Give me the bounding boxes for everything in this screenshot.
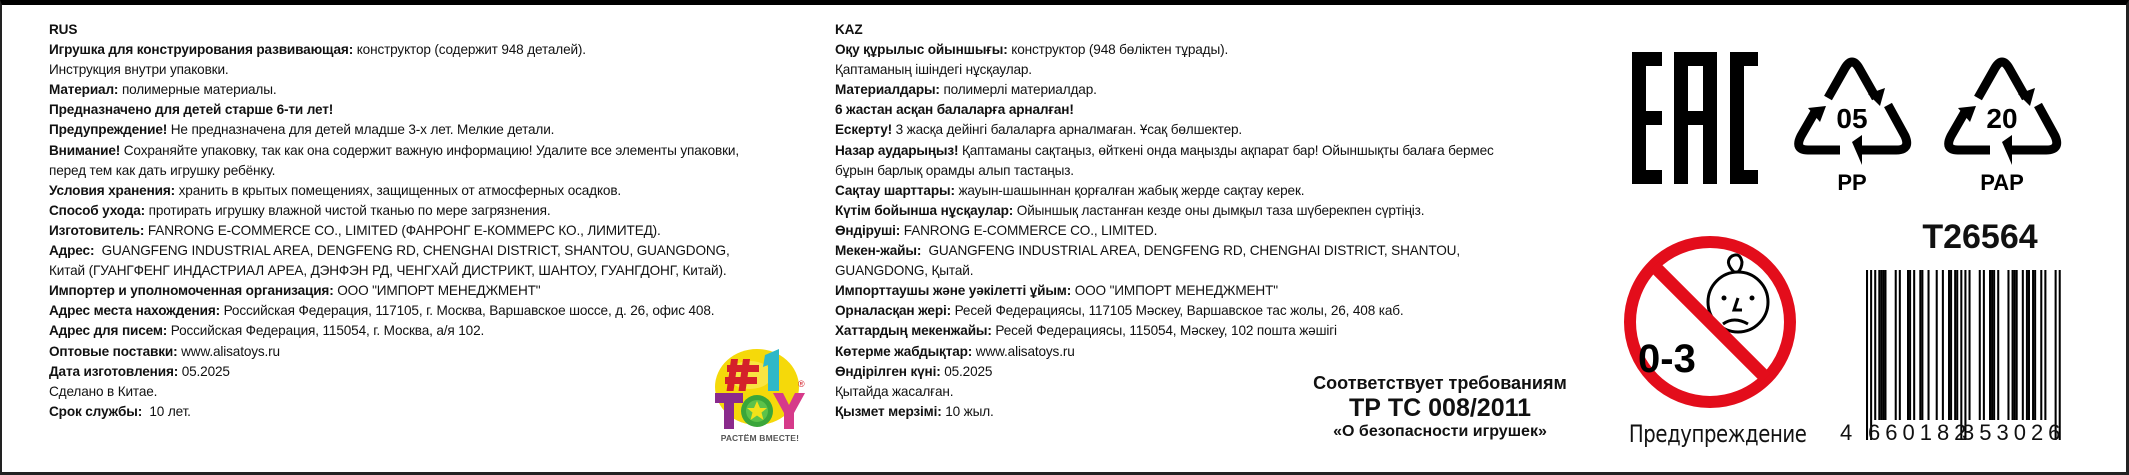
kaz-line-text: FANRONG E-COMMERCE CO., LIMITED. xyxy=(900,222,1158,238)
kaz-line-label: Қызмет мерзімі: xyxy=(835,403,942,419)
rus-line xyxy=(49,60,789,80)
rus-line-label: Дата изготовления: xyxy=(49,363,179,379)
recycle-triangle-icon xyxy=(1790,50,1915,200)
rus-line-text: Сохраняйте упаковку, так как она содержит важную информацию! Удалите все элементы упаковки, xyxy=(120,142,739,158)
logo-slogan: РАСТЁМ ВМЕСТЕ! xyxy=(720,433,800,443)
recycle-mark-pp xyxy=(1790,50,1915,200)
kaz-line-text: Қытайда жасалған. xyxy=(835,383,954,399)
no-under-3-icon xyxy=(1620,232,1800,412)
rus-line xyxy=(49,40,789,60)
conformity-line-3: «О безопасности игрушек» xyxy=(1333,423,1547,440)
kaz-line-label: Сақтау шарттары: xyxy=(835,182,955,198)
kaz-line xyxy=(835,342,1580,362)
rus-line-text: Китай (ГУАНГФЕНГ ИНДАСТРИАЛ АРЕА, ДЭНФЭН РД, ЧЕНГХАЙ ДИСТРИКТ, ШАНТОУ, ГУАНГДОНГ, Китай). xyxy=(49,263,727,279)
rus-line-label: Предназначено для детей старше 6-ти лет! xyxy=(49,102,334,118)
rus-line-text: протирать игрушку влажной чистой тканью по мере загрязнения. xyxy=(145,202,551,218)
kaz-line xyxy=(835,241,1580,261)
kaz-line-text: Қаптаманың ішіндегі нұсқаулар. xyxy=(835,62,1032,78)
age-warning-sign xyxy=(1620,232,1800,417)
rus-line xyxy=(49,181,789,201)
recycle-mark-pap xyxy=(1940,50,2065,200)
barcode-right-digits: 353026 xyxy=(1962,420,2066,445)
kaz-line-text: GUANGDONG, Қытай. xyxy=(835,263,974,279)
product-sku: T26564 xyxy=(1922,218,2038,256)
kaz-line xyxy=(835,321,1580,341)
kaz-line xyxy=(835,80,1580,100)
kaz-line-label: Материалдары: xyxy=(835,82,940,98)
conformity-line-1: Соответствует требованиям xyxy=(1313,373,1567,393)
kaz-line-text: полимерлі материалдар. xyxy=(939,82,1097,98)
rus-line-text: конструктор (содержит 948 деталей). xyxy=(353,42,586,58)
rus-line-label: Оптовые поставки: xyxy=(49,343,178,359)
kaz-text-block xyxy=(835,20,1580,422)
rus-line xyxy=(49,141,789,161)
kaz-line-text: Ойыншық ластанған кезде оны дымқыл таза шүберекпен сүртіңіз. xyxy=(1013,202,1425,218)
kaz-line-label: Назар аударыңыз! xyxy=(835,142,959,158)
eac-icon xyxy=(1630,52,1760,184)
barcode-bars-icon xyxy=(1852,270,2072,445)
conformity-standard: ТР ТС 008/2011 xyxy=(1348,394,1532,422)
rus-line xyxy=(49,301,789,321)
rus-line-label: Материал: xyxy=(49,82,119,98)
kaz-line-text: GUANGFENG INDUSTRIAL AREA, DENGFENG RD, CHENGHAI DISTRICT, SHANTOU, xyxy=(921,243,1460,259)
rus-line xyxy=(49,201,789,221)
svg-text:®: ® xyxy=(798,379,805,389)
rus-line xyxy=(49,161,789,181)
rus-line-label: Предупреждение! xyxy=(49,122,168,138)
rus-line xyxy=(49,80,789,100)
svg-text:PP: PP xyxy=(1837,170,1867,195)
rus-line-label: Адрес для писем: xyxy=(49,323,168,339)
rus-line xyxy=(49,342,789,362)
rus-line-label: Внимание! xyxy=(49,142,121,158)
rus-line xyxy=(49,261,789,281)
rus-line xyxy=(49,100,789,120)
kaz-line-text: бұрын барлық орамды алып тастаңыз. xyxy=(835,162,1074,178)
rus-line-label: Импортер и уполномоченная организация: xyxy=(49,283,334,299)
rus-line xyxy=(49,321,789,341)
kaz-line-text: Ресей Федерациясы, 117105 Мәскеу, Варшавское тас жолы, 26, 408 каб. xyxy=(950,303,1404,319)
recycle-triangle-icon xyxy=(1940,50,2065,200)
kaz-line-label: Орналасқан жері: xyxy=(835,303,951,319)
rus-line-text: Не предназначена для детей младше 3-х лет. Мелкие детали. xyxy=(167,122,555,138)
kaz-line-label: Импорттаушы және уәкілетті ұйым: xyxy=(835,283,1072,299)
kaz-line-label: Хаттардың мекенжайы: xyxy=(835,323,992,339)
rus-line xyxy=(49,120,789,140)
number-one-toy-logo-icon xyxy=(705,345,815,445)
kaz-line xyxy=(835,60,1580,80)
rus-line-text: перед тем как дать игрушку ребёнку. xyxy=(49,162,276,178)
rus-line xyxy=(49,221,789,241)
rus-line xyxy=(49,362,789,382)
kaz-line xyxy=(835,201,1580,221)
svg-text:05: 05 xyxy=(1836,103,1868,134)
kaz-line xyxy=(835,120,1580,140)
kaz-line xyxy=(835,301,1580,321)
kaz-line xyxy=(835,40,1580,60)
rus-line-text: ООО "ИМПОРТ МЕНЕДЖМЕНТ" xyxy=(333,283,541,299)
rus-line-text: Инструкция внутри упаковки. xyxy=(49,62,229,78)
barcode-lead-digit: 4 xyxy=(1840,420,1858,445)
kaz-line-label: Өндірілген күні: xyxy=(835,363,941,379)
kaz-line-text: www.alisatoys.ru xyxy=(972,343,1075,359)
kaz-line-text: ООО "ИМПОРТ МЕНЕДЖМЕНТ" xyxy=(1071,283,1278,299)
kaz-line xyxy=(835,181,1580,201)
kaz-line xyxy=(835,281,1580,301)
kaz-line xyxy=(835,261,1580,281)
rus-line xyxy=(49,402,789,422)
kaz-line-text: 3 жасқа дейінгі балаларға арналмаған. Ұсақ бөлшектер. xyxy=(892,122,1243,138)
rus-line-text: www.alisatoys.ru xyxy=(177,343,280,359)
brand-logo xyxy=(705,345,815,445)
kaz-line-label: Күтім бойынша нұсқаулар: xyxy=(835,202,1014,218)
svg-text:PAP: PAP xyxy=(1980,170,2024,195)
rus-line-text: Сделано в Китае. xyxy=(49,383,158,399)
rus-line xyxy=(49,382,789,402)
kaz-line-text: 05.2025 xyxy=(940,363,993,379)
rus-line-text: Российская Федерация, 117105, г. Москва, Варшавское шоссе, д. 26, офис 408. xyxy=(219,303,715,319)
kaz-line xyxy=(835,161,1580,181)
barcode-left-digits: 660182 xyxy=(1868,420,1972,445)
kaz-line-text: конструктор (948 бөліктен тұрады). xyxy=(1007,42,1229,58)
rus-line-text: FANRONG E-COMMERCE CO., LIMITED (ФАНРОНГ Е-КОММЕРС КО., ЛИМИТЕД). xyxy=(144,222,661,238)
kaz-line-text: жауын-шашыннан қорғалған жабық жерде сақтау керек. xyxy=(954,182,1305,198)
rus-line xyxy=(49,281,789,301)
rus-line-label: Адрес: xyxy=(49,243,95,259)
svg-text:0-3: 0-3 xyxy=(1638,337,1696,381)
conformity-statement xyxy=(1300,372,1580,442)
kaz-header: KAZ xyxy=(835,22,863,37)
rus-line-text: GUANGFENG INDUSTRIAL AREA, DENGFENG RD, CHENGHAI DISTRICT, SHANTOU, GUANGDONG, xyxy=(94,243,730,259)
rus-line-text: 10 лет. xyxy=(142,403,191,419)
rus-line-text: хранить в крытых помещениях, защищенных от атмосферных осадков. xyxy=(175,182,622,198)
rus-line-label: Игрушка для конструирования развивающая: xyxy=(49,42,354,58)
rus-line-text: полимерные материалы. xyxy=(118,82,277,98)
kaz-line-text: 10 жыл. xyxy=(941,403,994,419)
warning-label: Предупреждение xyxy=(1628,420,1807,448)
kaz-line-text: Қаптаманы сақтаңыз, өйткені онда маңызды ақпарат бар! Ойыншықты балаға бермес xyxy=(958,142,1494,158)
rus-line-text: Российская Федерация, 115054, г. Москва, а/я 102. xyxy=(167,323,485,339)
svg-text:20: 20 xyxy=(1986,103,2018,134)
kaz-line xyxy=(835,141,1580,161)
rus-line-label: Срок службы: xyxy=(49,403,143,419)
kaz-line-text: Ресей Федерациясы, 115054, Мәскеу, 102 пошта жәшігі xyxy=(991,323,1337,339)
rus-line-label: Адрес места нахождения: xyxy=(49,303,220,319)
eac-mark xyxy=(1630,52,1760,189)
kaz-line-label: 6 жастан асқан балаларға арналған! xyxy=(835,102,1074,118)
rus-header: RUS xyxy=(49,22,78,37)
rus-text-block xyxy=(49,20,789,422)
kaz-line-label: Мекен-жайы: xyxy=(835,243,922,259)
rus-line xyxy=(49,241,789,261)
rus-line-text: 05.2025 xyxy=(178,363,230,379)
rus-line-label: Способ ухода: xyxy=(49,202,146,218)
kaz-line xyxy=(835,221,1580,241)
kaz-line-label: Оқу құрылыс ойыншығы: xyxy=(835,42,1008,58)
kaz-line-label: Ескерту! xyxy=(835,122,892,138)
kaz-line-label: Өндіруші: xyxy=(835,222,901,238)
kaz-line-label: Көтерме жабдықтар: xyxy=(835,343,973,359)
rus-line-label: Изготовитель: xyxy=(49,222,145,238)
kaz-line xyxy=(835,100,1580,120)
rus-line-label: Условия хранения: xyxy=(49,182,176,198)
